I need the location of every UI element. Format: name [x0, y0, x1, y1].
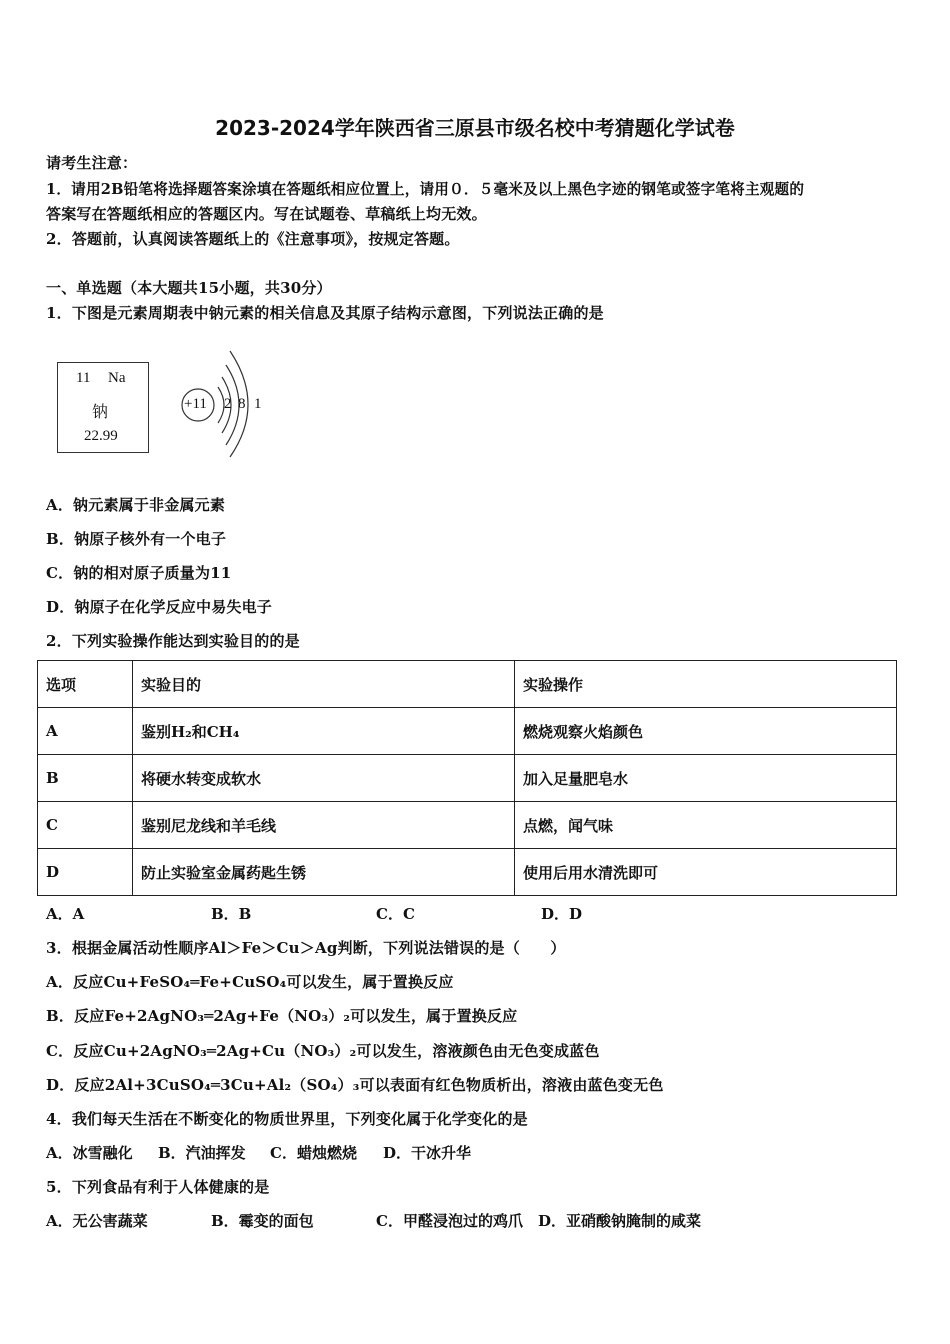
notice-line-2: 2．答题前，认真阅读答题纸上的《注意事项》，按规定答题。: [46, 230, 460, 248]
q4-option-b: B．汽油挥发: [158, 1144, 246, 1162]
q2-stem: 2．下列实验操作能达到实验目的的是: [46, 632, 300, 650]
q5-stem: 5．下列食品有利于人体健康的是: [46, 1178, 270, 1196]
q5-option-c: C．甲醛浸泡过的鸡爪: [376, 1212, 523, 1230]
q1-option-a: A．钠元素属于非金属元素: [46, 496, 226, 514]
cell-operation: 使用后用水清洗即可: [515, 849, 897, 896]
q4-stem: 4．我们每天生活在不断变化的物质世界里，下列变化属于化学变化的是: [46, 1110, 528, 1128]
experiment-table: [37, 660, 897, 896]
element-name: 钠: [92, 404, 109, 421]
q4-option-d: D．干冰升华: [383, 1144, 472, 1162]
header-purpose: 实验目的: [133, 661, 515, 708]
q1-option-d: D．钠原子在化学反应中易失电子: [46, 598, 273, 616]
cell-operation: 加入足量肥皂水: [515, 755, 897, 802]
table-row: [38, 849, 897, 896]
element-symbol: Na: [108, 370, 126, 386]
nucleus-charge: +11: [184, 396, 207, 412]
q5-option-b: B．霉变的面包: [211, 1212, 314, 1230]
page-title: 2023-2024学年陕西省三原县市级名校中考猜题化学试卷: [215, 116, 735, 140]
q3-stem: 3．根据金属活动性顺序Al＞Fe＞Cu＞Ag判断，下列说法错误的是（ ）: [46, 939, 566, 957]
element-card: [57, 362, 149, 453]
header-option: 选项: [38, 661, 133, 708]
shell-2-count: 8: [238, 396, 246, 412]
cell-option: B: [38, 755, 133, 802]
cell-purpose: 防止实验室金属药匙生锈: [133, 849, 515, 896]
q3-option-c: C．反应Cu+2AgNO₃═2Ag+Cu（NO₃）₂可以发生，溶液颜色由无色变成蓝色: [46, 1042, 600, 1060]
q4-option-c: C．蜡烛燃烧: [270, 1144, 357, 1162]
shell-1-count: 2: [224, 396, 232, 412]
notice-line-1: 1．请用2B铅笔将选择题答案涂填在答题纸相应位置上，请用０．５毫米及以上黑色字迹的钢笔或签字笔将主观题的: [46, 181, 805, 198]
section-heading: 一、单选题（本大题共15小题，共30分）: [46, 279, 332, 297]
header-operation: 实验操作: [515, 661, 897, 708]
cell-purpose: 鉴别尼龙线和羊毛线: [133, 802, 515, 849]
q4-option-a: A．冰雪融化: [46, 1144, 133, 1162]
notice-line-1b: 答案写在答题纸相应的答题区内。写在试题卷、草稿纸上均无效。: [46, 205, 487, 223]
cell-purpose: 鉴别H₂和CH₄: [133, 708, 515, 755]
atomic-mass: 22.99: [84, 428, 118, 444]
q3-option-b: B．反应Fe+2AgNO₃═2Ag+Fe（NO₃）₂可以发生，属于置换反应: [46, 1007, 518, 1025]
cell-option: C: [38, 802, 133, 849]
table-row: [38, 708, 897, 755]
q3-option-d: D．反应2Al+3CuSO₄═3Cu+Al₂（SO₄）₃可以表面有红色物质析出，溶液由蓝色变无色: [46, 1076, 664, 1094]
table-header-row: [38, 661, 897, 708]
cell-option: A: [38, 708, 133, 755]
table-row: [38, 755, 897, 802]
cell-operation: 燃烧观察火焰颜色: [515, 708, 897, 755]
cell-operation: 点燃，闻气味: [515, 802, 897, 849]
shell-3-count: 1: [254, 396, 262, 412]
atom-structure-diagram: [178, 345, 278, 460]
q5-option-d: D．亚硝酸钠腌制的咸菜: [538, 1212, 702, 1230]
q1-option-b: B．钠原子核外有一个电子: [46, 530, 227, 548]
q2-option-c: C．C: [376, 905, 415, 923]
q3-option-a: A．反应Cu+FeSO₄═Fe+CuSO₄可以发生，属于置换反应: [46, 973, 454, 991]
cell-purpose: 将硬水转变成软水: [133, 755, 515, 802]
q2-option-b: B．B: [211, 905, 252, 923]
q1-stem: 1．下图是元素周期表中钠元素的相关信息及其原子结构示意图，下列说法正确的是: [46, 304, 604, 322]
q5-option-a: A．无公害蔬菜: [46, 1212, 148, 1230]
q1-option-c: C．钠的相对原子质量为11: [46, 564, 232, 582]
notice-heading: 请考生注意：: [46, 154, 138, 172]
q2-option-d: D．D: [541, 905, 583, 923]
cell-option: D: [38, 849, 133, 896]
q2-option-a: A．A: [46, 905, 85, 923]
atomic-number: 11: [76, 370, 91, 386]
table-row: [38, 802, 897, 849]
